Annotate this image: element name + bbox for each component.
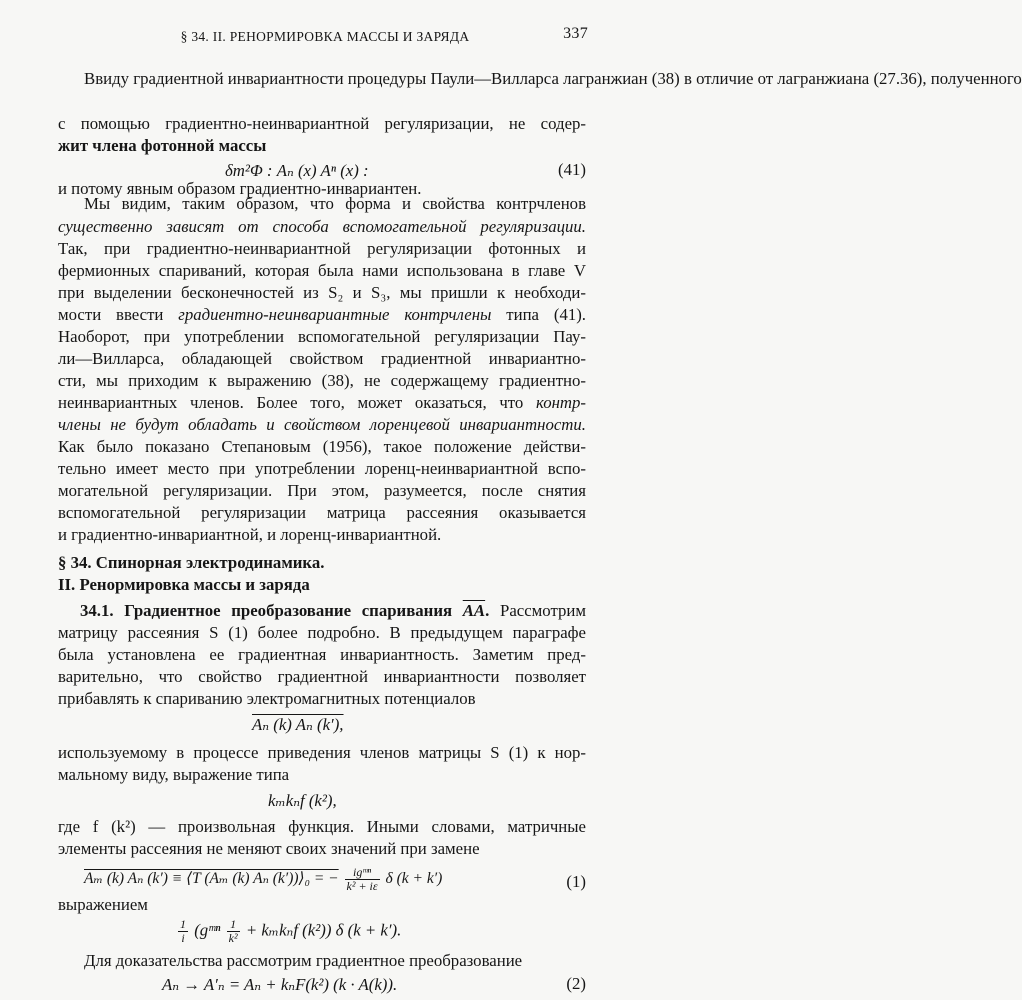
eq-fraction	[178, 918, 188, 945]
equation-number: (2)	[566, 974, 586, 993]
section-subheading: II. Ренормировка массы и заряда	[58, 575, 310, 594]
equation-number: (1)	[566, 872, 586, 891]
text-line: Как было показано Степановым (1956), такое положение действи-	[58, 437, 586, 456]
text-line: выражением	[58, 895, 148, 914]
text-run-italic: градиентно-неинвариантные контрчлены	[178, 305, 492, 324]
frac-denominator: i	[181, 931, 185, 945]
text-line: тельно имеет место при употреблении лоренц-неинвариантной вспо-	[58, 459, 586, 478]
text-line: жит члена фотонной массы	[58, 136, 267, 155]
text-line: используемому в процессе приведения членов матрицы S (1) к нор-	[58, 743, 586, 762]
text-line	[58, 392, 586, 414]
text-run: неинвариантных членов. Более того, может оказаться, что	[58, 393, 524, 412]
equation-1	[84, 866, 442, 893]
text-line: мальному виду, выражение типа	[58, 765, 290, 784]
text-line: существенно зависят от способа вспомогательной регуляризации.	[58, 217, 586, 236]
text-line: при выделении бесконечностей из S₂ и S₃, мы пришли к необходи-	[58, 283, 586, 302]
text-line: ли—Вилларса, обладающей свойством градиентной инвариантно-	[58, 349, 586, 368]
text-line: и градиентно-инвариантной, и лоренц-инвариантной.	[58, 525, 442, 544]
text-line: вспомогательной регуляризации матрица рассеяния оказывается	[58, 503, 586, 522]
frac-denominator: k²	[228, 931, 238, 945]
text-line: Мы видим, таким образом, что форма и свойства контрчленов	[84, 194, 586, 213]
equation-number: (41)	[558, 160, 586, 179]
frac-numerator: igᵐⁿ	[345, 866, 380, 880]
text-line: прибавлять к спариванию электромагнитных потенциалов	[58, 689, 476, 708]
frac-denominator: k² + iε	[346, 879, 378, 893]
equation-expression	[176, 918, 401, 945]
pairing-symbol: $\overline{AA}$	[462, 601, 486, 620]
text-run-italic: контр-	[535, 393, 587, 412]
eq-fraction	[345, 866, 380, 893]
text-line: Ввиду градиентной инвариантности процедуры Паули—Вилларса лагранжиан (38) в отличие от лагранжиана (27.36), полученного	[84, 69, 1022, 88]
text-line: элементы рассеяния не меняют своих значений при замене	[58, 839, 480, 858]
page-number: 337	[563, 25, 588, 42]
frac-numerator: 1	[180, 917, 186, 931]
text-line: Так, при градиентно-неинвариантной регуляризации фотонных и	[58, 239, 586, 258]
equation-pairing: Aₙ (k) Aₙ (k′),	[252, 715, 344, 734]
eq-lhs: Aₘ (k) Aₙ (k′) ≡ ⟨T (Aₘ (k) Aₙ (k′))⟩₀ = −	[84, 870, 339, 888]
eq-rhs: δ (k + k′)	[385, 870, 443, 888]
section-heading: § 34. Спинорная электродинамика.	[58, 553, 325, 572]
text-line: и потому явным образом градиентно-инвариантен.	[58, 179, 422, 198]
text-run: типа (41).	[506, 305, 587, 324]
text-line: могательной регуляризации. При этом, разумеется, после снятия	[58, 481, 586, 500]
text-line	[58, 304, 586, 326]
equation-2: Aₙ → A′ₙ = Aₙ + kₙF(k²) (k · A(k)).	[162, 975, 398, 994]
text-line: была установлена ее градиентная инвариантность. Заметим пред-	[58, 645, 586, 664]
text-line: фермионных спариваний, которая была нами использована в главе V	[58, 261, 586, 280]
text-line: 34.1. Градиентное преобразование спаривания $\overline{AA}$. Рассмотрим	[80, 601, 586, 620]
text-run: мости ввести	[58, 305, 164, 324]
text-line: где f (k²) — произвольная функция. Иными словами, матричные	[58, 817, 586, 836]
text-line: с помощью градиентно-неинвариантной регуляризации, не содер-	[58, 114, 586, 133]
text-line: Наоборот, при употреблении вспомогательной регуляризации Пау-	[58, 327, 586, 346]
frac-numerator: 1	[227, 918, 240, 932]
header-title: § 34. II. РЕНОРМИРОВКА МАССЫ И ЗАРЯДА	[180, 29, 470, 44]
eq-part: + kₘkₙf (k²)) δ (k + k′).	[245, 920, 402, 940]
text-line: сти, мы приходим к выражению (38), не содержащему градиентно-	[58, 371, 586, 390]
text-line: варительно, что свойство градиентной инвариантности позволяет	[58, 667, 586, 686]
subsection-title: 34.1. Градиентное преобразование спаривания	[80, 601, 453, 620]
equation-41: δm²Φ : Aₙ (x) Aⁿ (x) :	[225, 161, 369, 180]
running-header	[62, 25, 588, 49]
text-line: члены не будут обладать и свойством лоренцевой инвариантности.	[58, 415, 586, 434]
eq-part: (gᵐⁿ	[194, 920, 221, 940]
text-line: Для доказательства рассмотрим градиентное преобразование	[84, 951, 523, 970]
eq-fraction	[227, 918, 240, 945]
equation-kk: kₘkₙf (k²),	[268, 791, 337, 810]
text-run: Рассмотрим	[499, 601, 586, 620]
text-line: матрицу рассеяния S (1) более подробно. В предыдущем параграфе	[58, 623, 586, 642]
